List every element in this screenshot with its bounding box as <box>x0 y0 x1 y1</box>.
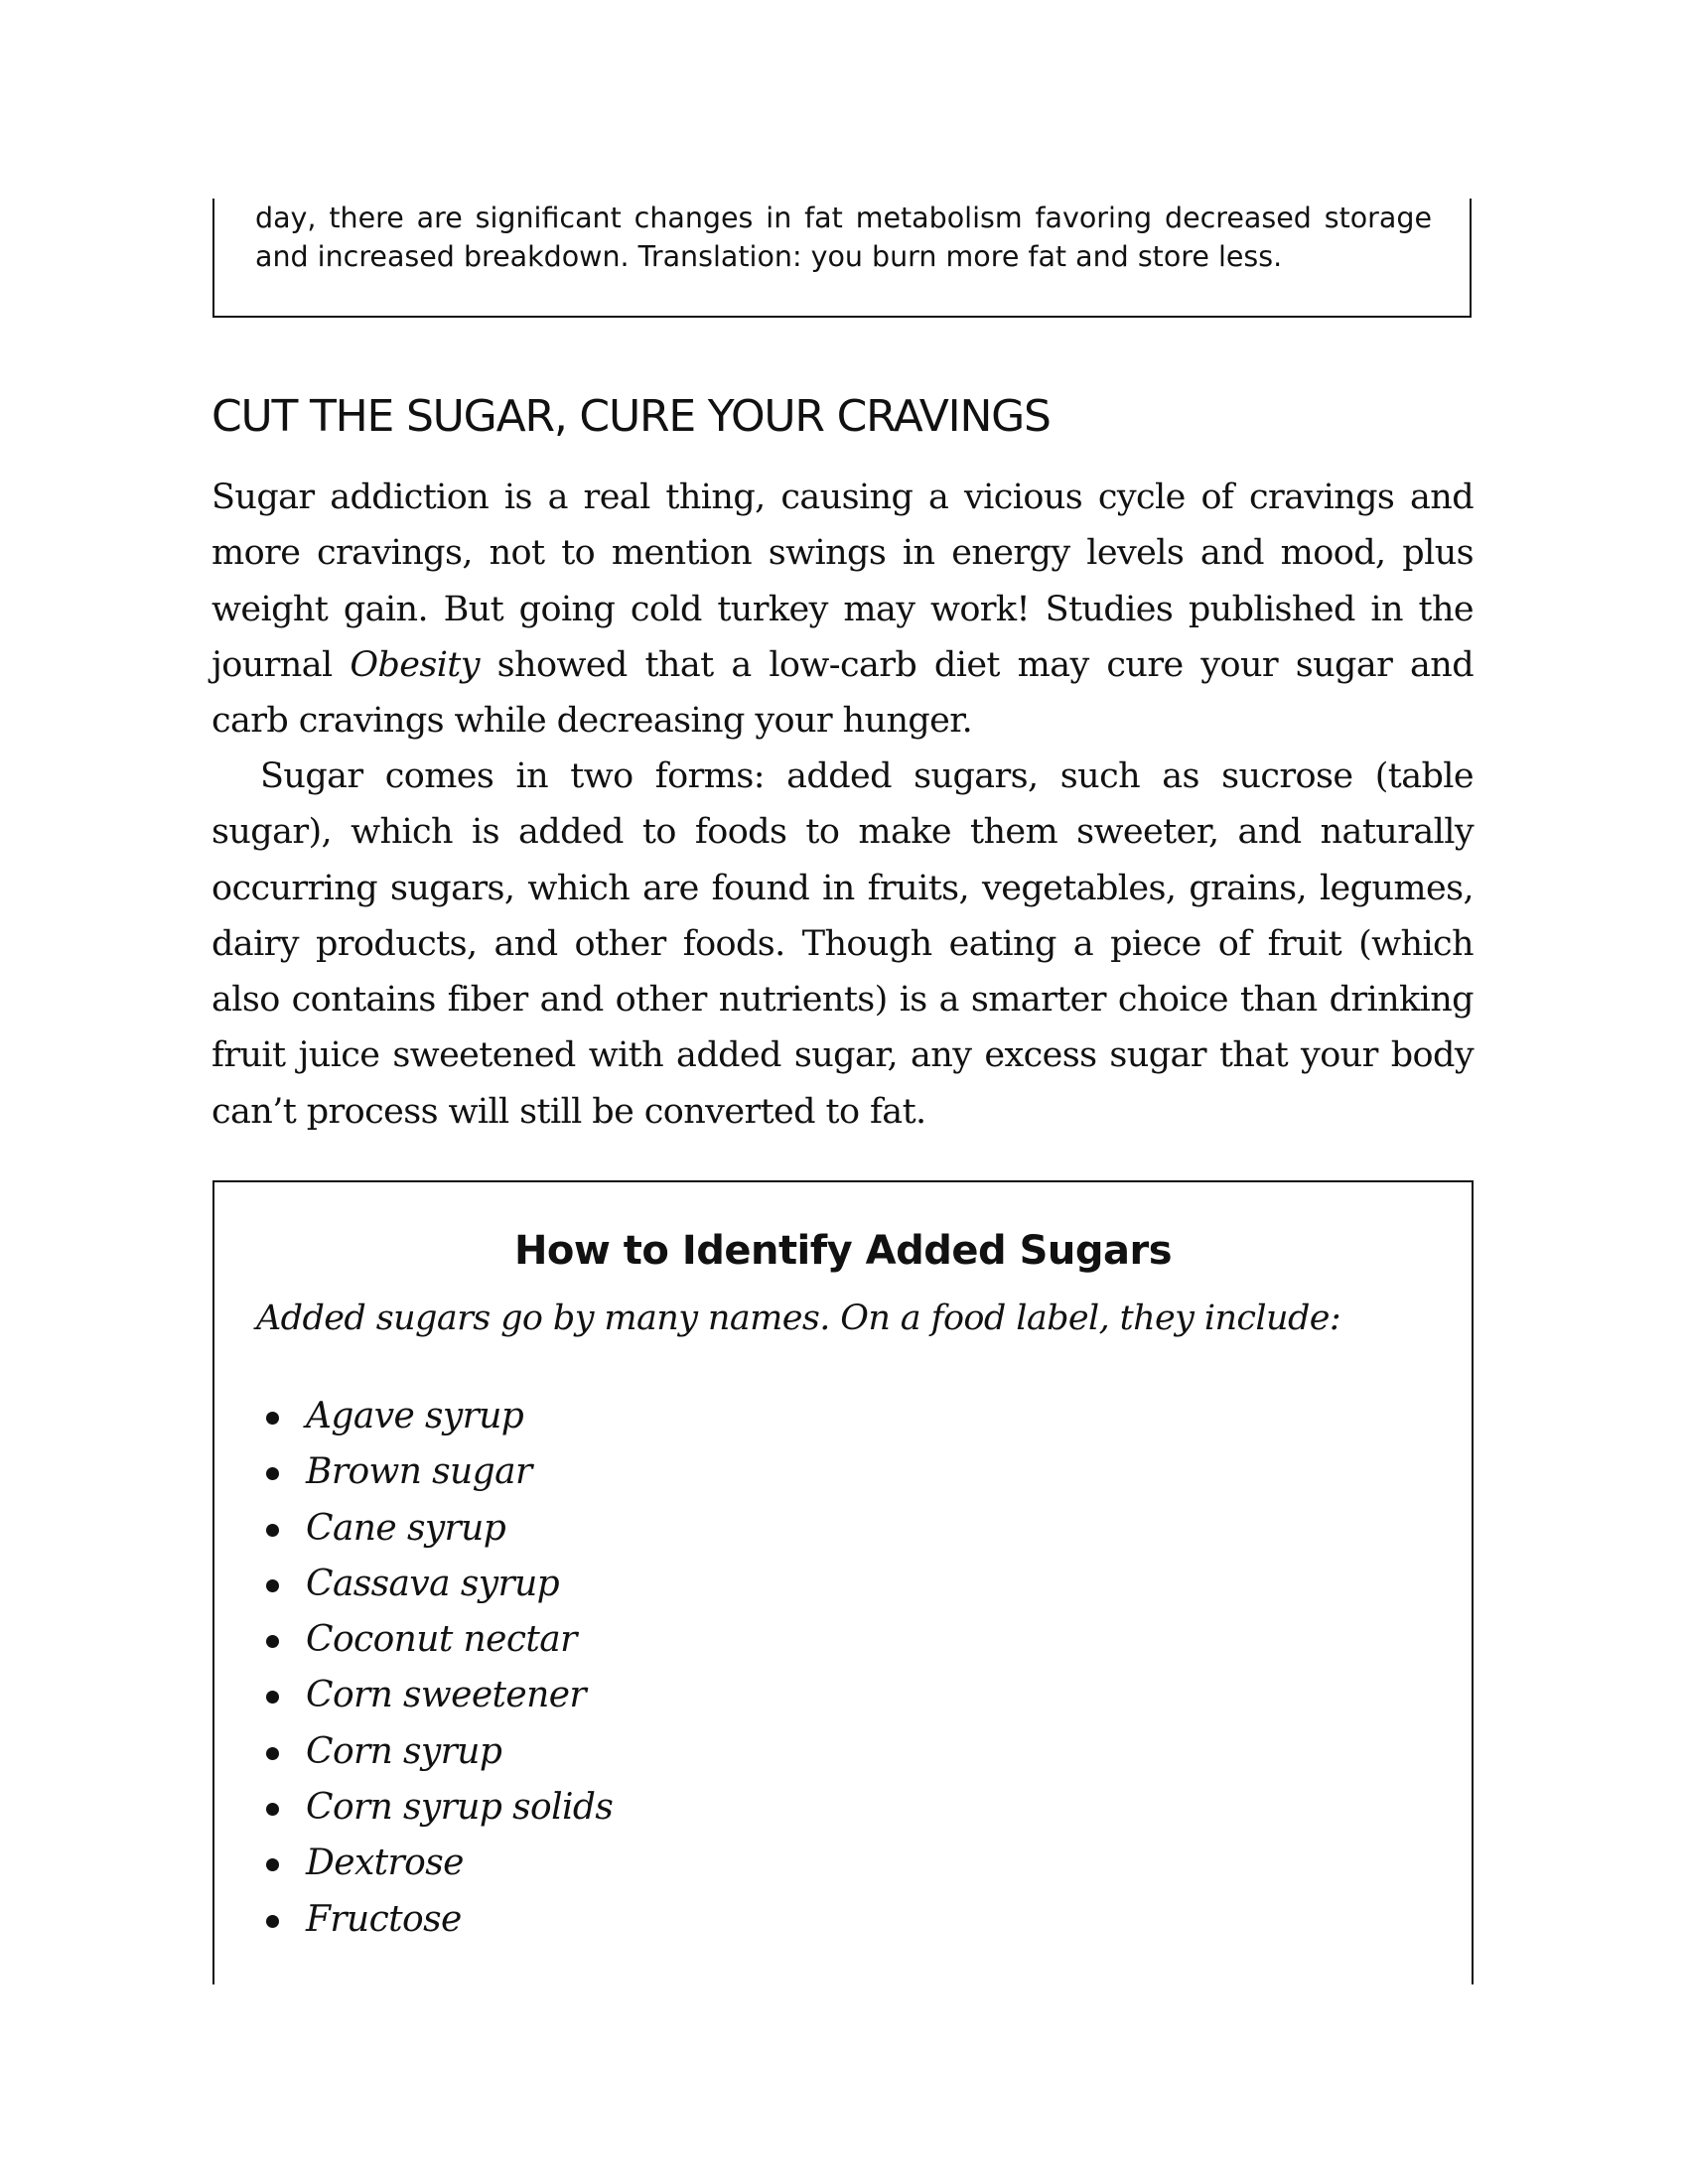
list-item-label: Coconut nectar <box>306 1619 577 1661</box>
bullet-icon <box>266 1412 279 1425</box>
paragraph-1 <box>211 470 1474 749</box>
list-item-label: Corn syrup <box>306 1730 502 1772</box>
list-item-label: Dextrose <box>306 1843 464 1884</box>
bullet-icon <box>266 1691 279 1704</box>
bullet-icon <box>266 1803 279 1816</box>
list-item-label: Corn sweetener <box>306 1675 587 1716</box>
list-item-label: Corn syrup solids <box>306 1787 614 1829</box>
bullet-icon <box>266 1747 279 1760</box>
list-item-label: Fructose <box>306 1898 462 1940</box>
journal-title: Obesity <box>350 644 480 685</box>
bullet-icon <box>266 1858 279 1871</box>
continued-sidebar-box <box>212 199 1472 318</box>
paragraph-2: Sugar comes in two forms: added sugars, such as sucrose (table sugar), which is added to foods to make them sweeter, and naturally occurring sugars, which are found in fruits, vegetables, grains, legumes, dairy products, and other foods. Though eating a piece of fruit (which also contains fiber and other nutrients) is a smarter choice than drinking fruit juice sweetened with added sugar, any excess sugar that your body can’t process will still be converted to fat. <box>211 756 1474 1132</box>
bullet-icon <box>266 1524 279 1537</box>
section-heading: CUT THE SUGAR, CURE YOUR CRAVINGS <box>211 391 1051 442</box>
bullet-icon <box>266 1635 279 1648</box>
box-intro: Added sugars go by many names. On a food label, they include: <box>256 1298 1341 1338</box>
bullet-icon <box>266 1915 279 1928</box>
list-item-label: Cane syrup <box>306 1507 506 1549</box>
list-item-label: Cassava syrup <box>306 1563 560 1604</box>
paragraph-1-text-end: showed that a low-carb diet may cure your sugar and carb cravings while decreasing your hunger. <box>211 644 1475 742</box>
list-item-label: Brown sugar <box>306 1451 532 1493</box>
paragraph-1-text-start: Sugar addiction is a real thing, causing a vicious cycle of cravings and more cravings, not to mention swings in energy levels and mood, plus weight gain. But going cold turkey may work! Studies published in the journal <box>211 478 1474 685</box>
bullet-icon <box>266 1467 279 1480</box>
box-title: How to Identify Added Sugars <box>513 1228 1173 1274</box>
list-item-label: Agave syrup <box>306 1396 524 1436</box>
bullet-icon <box>266 1579 279 1592</box>
sidebar-continued-text: day, there are significant changes in fat metabolism favoring decreased storage and increased breakdown. Translation: you burn more fat and store less. <box>255 202 1432 273</box>
added-sugars-box <box>212 1180 1474 1984</box>
